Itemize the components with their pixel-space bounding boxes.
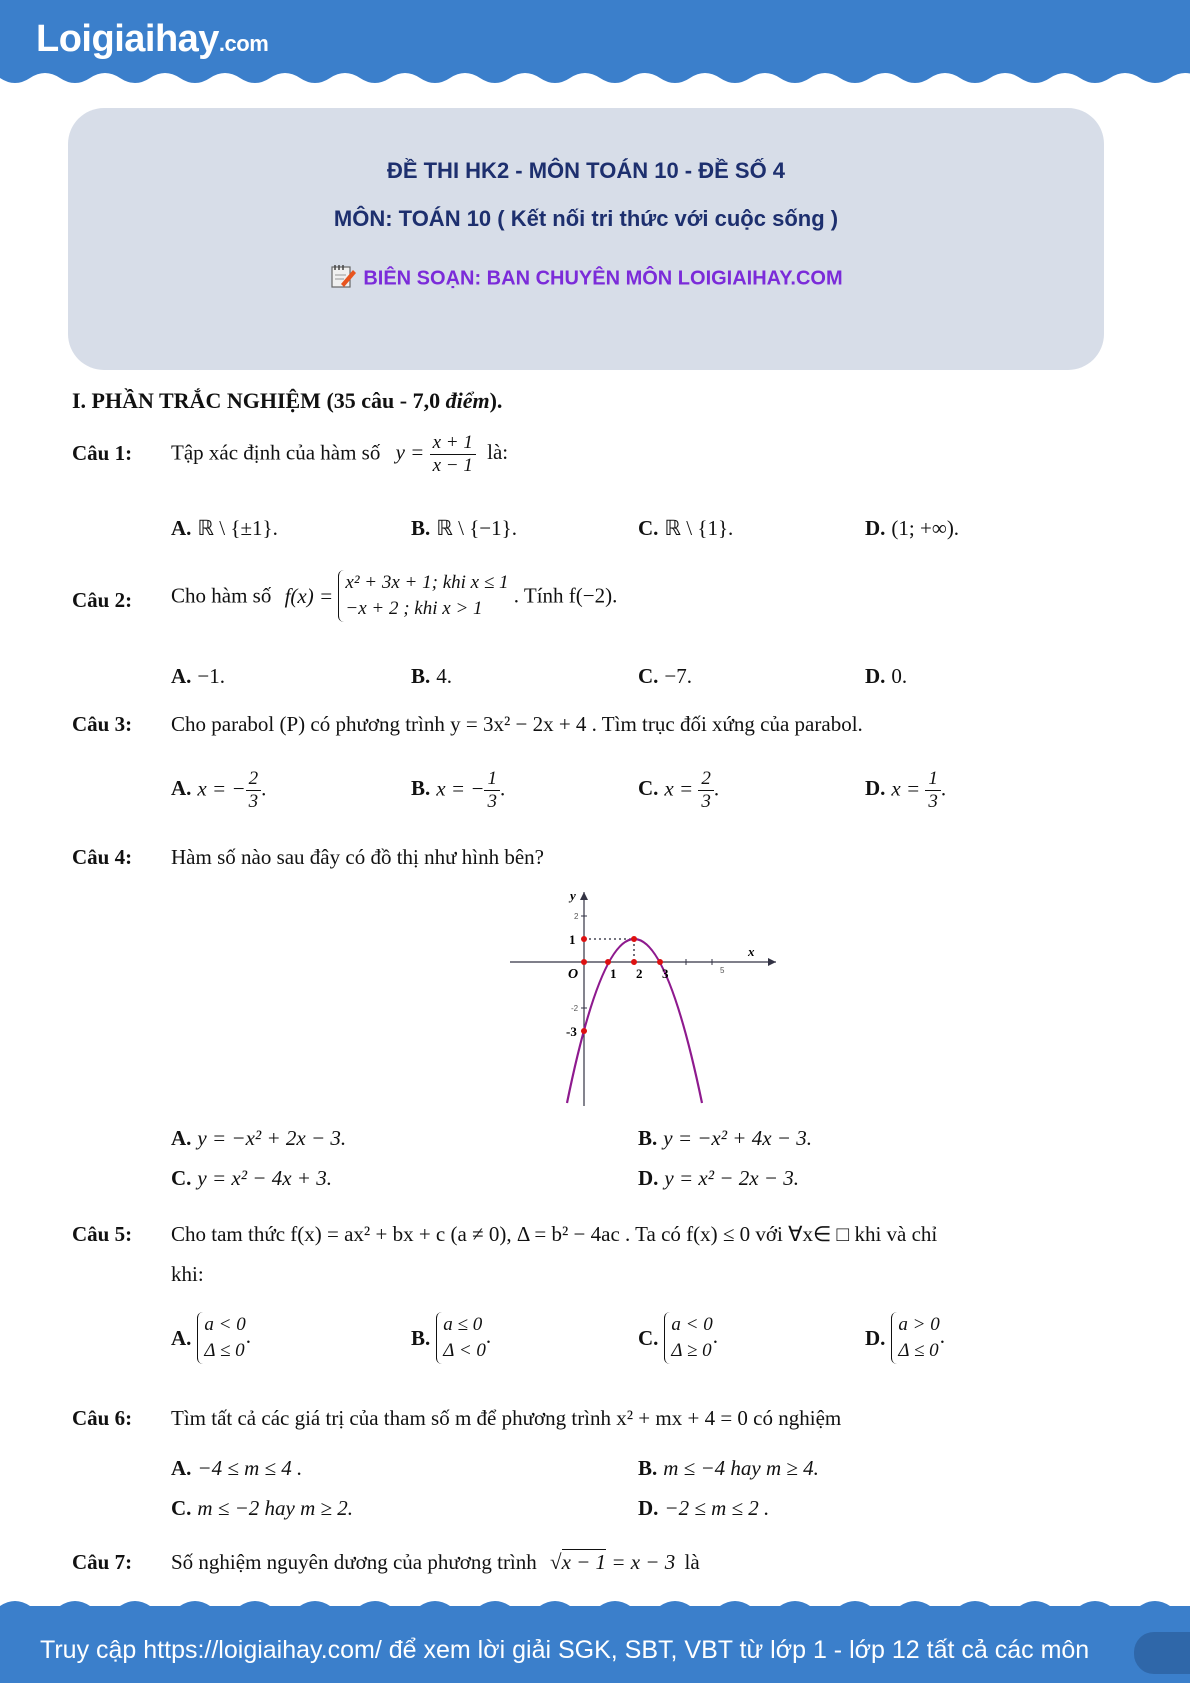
- question-4-text: Hàm số nào sau đây có đồ thị như hình bên?: [171, 845, 544, 869]
- graph-label-y2: 2: [574, 912, 579, 921]
- question-4-option-c[interactable]: C. y = x² − 4x + 3.: [171, 1166, 332, 1190]
- question-5-text: Cho tam thức f(x) = ax² + bx + c (a ≠ 0), Δ = b² − 4ac . Ta có f(x) ≤ 0 với ∀x∈ □ khi và chỉ: [171, 1222, 938, 1246]
- question-1-text: Tập xác định của hàm số y = $\frac{x + 1}{x - 1}$ là:: [171, 432, 509, 476]
- question-3-option-d[interactable]: D. x = $\frac{1}{3}$ .: [865, 768, 947, 812]
- question-2-text: Cho hàm số f(x) = x² + 3x + 1; khi x ≤ 1 −x + 2 ; khi x > 1 . Tính f(−2).: [171, 570, 617, 622]
- question-3-option-b[interactable]: B. x = − $\frac{1}{3}$ .: [411, 768, 506, 812]
- question-5-option-c[interactable]: C. a < 0 Δ ≥ 0 .: [638, 1312, 718, 1364]
- graph-label-origin: O: [568, 967, 579, 982]
- graph-label-yneg2: -2: [571, 1004, 579, 1013]
- question-2-option-a[interactable]: A. −1.: [171, 664, 226, 688]
- question-3-text: Cho parabol (P) có phương trình y = 3x² − 2x + 4 . Tìm trục đối xứng của parabol.: [171, 712, 863, 736]
- question-1-option-a[interactable]: A. ℝ \ {±1}.: [171, 516, 278, 540]
- notepad-pen-icon: [329, 262, 357, 296]
- question-2-option-d[interactable]: D. 0.: [865, 664, 908, 688]
- exam-title: ĐỀ THI HK2 - MÔN TOÁN 10 - ĐỀ SỐ 4: [386, 158, 786, 183]
- question-2-label: Câu 2:: [72, 588, 133, 612]
- question-1-label: Câu 1:: [72, 441, 133, 465]
- question-4-option-a[interactable]: A. y = −x² + 2x − 3.: [171, 1126, 347, 1150]
- question-5-option-d[interactable]: D. a > 0 Δ ≤ 0 .: [865, 1312, 945, 1364]
- graph-label-y1: 1: [569, 932, 576, 947]
- section-title: I. PHẦN TRẮC NGHIỆM (35 câu - 7,0 điểm).: [72, 388, 503, 413]
- question-6-option-d[interactable]: D. −2 ≤ m ≤ 2 .: [638, 1496, 770, 1520]
- graph-label-x3: 3: [662, 966, 669, 981]
- question-1-option-b[interactable]: B. ℝ \ {−1}.: [411, 516, 517, 540]
- question-1-option-d[interactable]: D. (1; +∞).: [865, 516, 960, 540]
- question-3-label: Câu 3:: [72, 712, 133, 736]
- logo-suffix: .com: [218, 31, 269, 56]
- question-6-option-a[interactable]: A. −4 ≤ m ≤ 4 .: [171, 1456, 303, 1480]
- exam-title-card: [68, 108, 1104, 370]
- parabola-graph: [510, 888, 780, 1108]
- question-7-label: Câu 7:: [72, 1550, 133, 1574]
- question-2-option-b[interactable]: B. 4.: [411, 664, 453, 688]
- question-3-option-a[interactable]: A. x = − $\frac{2}{3}$ .: [171, 768, 267, 812]
- exam-subject: MÔN: TOÁN 10 ( Kết nối tri thức với cuộc sống ): [333, 206, 839, 231]
- logo-main: Loigiaihay: [36, 18, 219, 60]
- header-wave: [0, 70, 1190, 96]
- graph-label-x1: 1: [610, 966, 617, 981]
- question-6-option-b[interactable]: B. m ≤ −4 hay m ≥ 4.: [638, 1456, 819, 1480]
- exam-author-line: [68, 262, 1104, 296]
- graph-label-y: y: [570, 888, 576, 903]
- question-3-option-c[interactable]: C. x = $\frac{2}{3}$ .: [638, 768, 720, 812]
- question-7-text: Số nghiệm nguyên dương của phương trình √x − 1 = x − 3 là: [171, 1550, 700, 1574]
- question-6-option-c[interactable]: C. m ≤ −2 hay m ≥ 2.: [171, 1496, 354, 1520]
- question-5-text-cont: khi:: [171, 1262, 204, 1286]
- site-logo[interactable]: [36, 18, 268, 61]
- question-6-text: Tìm tất cả các giá trị của tham số m để phương trình x² + mx + 4 = 0 có nghiệm: [171, 1406, 842, 1430]
- footer-link-text[interactable]: Truy cập https://loigiaihay.com/ để xem lời giải SGK, SBT, VBT từ lớp 1 - lớp 12 tất cả các môn: [40, 1636, 1090, 1664]
- question-6-label: Câu 6:: [72, 1406, 133, 1430]
- question-2-option-c[interactable]: C. −7.: [638, 664, 693, 688]
- question-2-piecewise: x² + 3x + 1; khi x ≤ 1 −x + 2 ; khi x > 1: [338, 570, 508, 622]
- footer-badge: [1134, 1632, 1190, 1674]
- question-5-option-b[interactable]: B. a ≤ 0 Δ < 0 .: [411, 1312, 491, 1364]
- graph-label-x: x: [748, 944, 755, 959]
- question-4-label: Câu 4:: [72, 845, 133, 869]
- question-1-option-c[interactable]: C. ℝ \ {1}.: [638, 516, 734, 540]
- question-5-label: Câu 5:: [72, 1222, 133, 1246]
- graph-label-x5: 5: [720, 966, 725, 975]
- question-1-fraction: $\frac{x + 1}{x - 1}$: [430, 432, 476, 477]
- question-5-option-a[interactable]: A. a < 0 Δ ≤ 0 .: [171, 1312, 251, 1364]
- graph-label-yneg3: -3: [566, 1024, 577, 1039]
- graph-label-x2: 2: [636, 966, 643, 981]
- question-4-option-d[interactable]: D. y = x² − 2x − 3.: [638, 1166, 799, 1190]
- exam-author: BIÊN SOẠN: BAN CHUYÊN MÔN LOIGIAIHAY.COM: [363, 267, 843, 290]
- question-4-option-b[interactable]: B. y = −x² + 4x − 3.: [638, 1126, 812, 1150]
